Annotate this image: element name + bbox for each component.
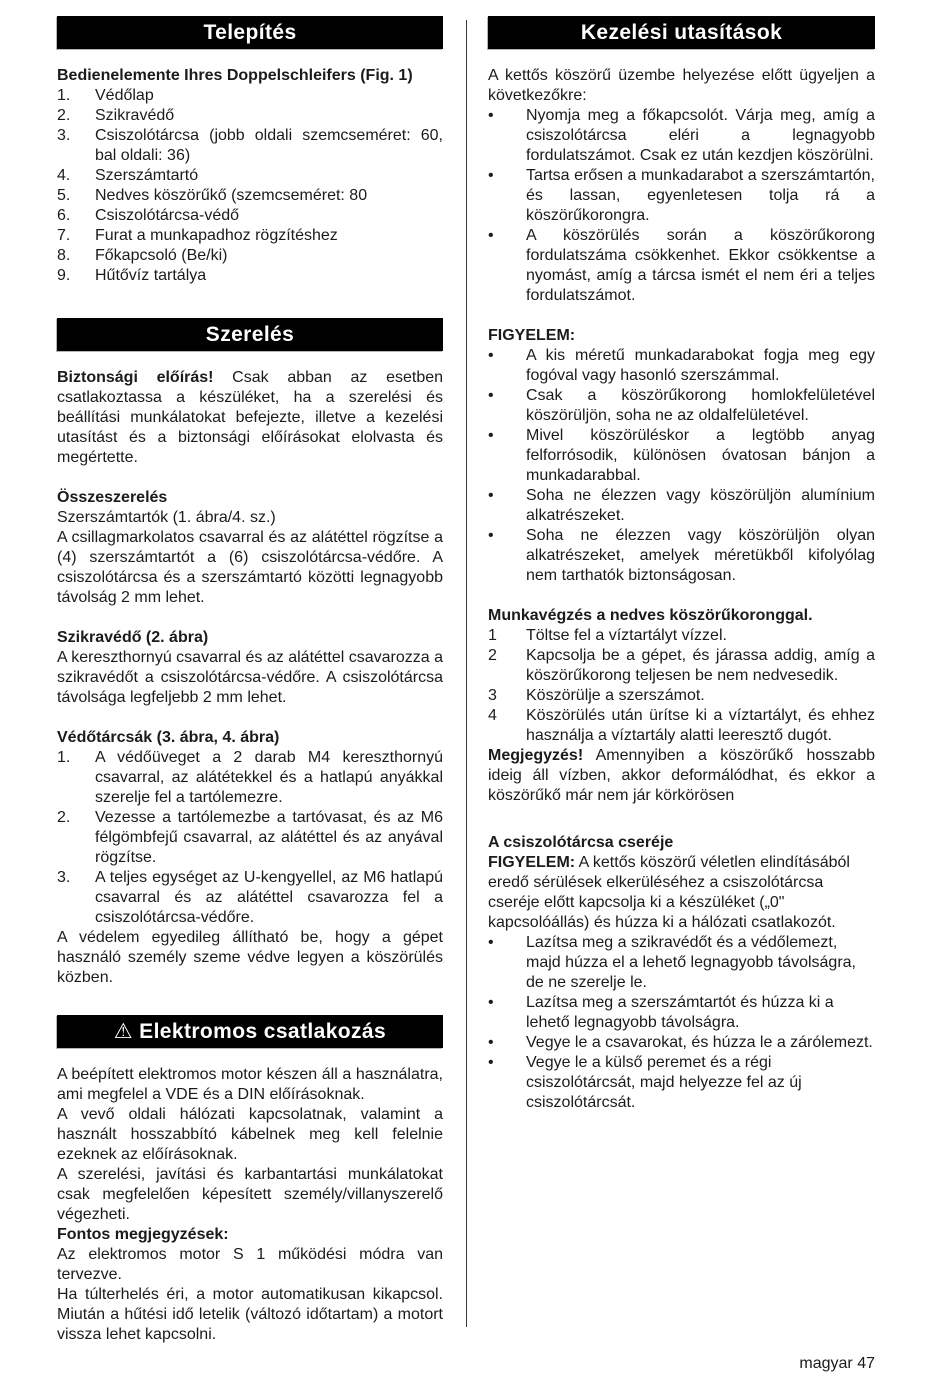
list-item — [57, 86, 443, 106]
list-text: Furat a munkapadhoz rögzítéshez — [95, 227, 338, 244]
bullet-text: Mivel köszörüléskor a legtöbb anyag felforrósodik, különösen óvatosan bánjon a munkadarabbal. — [526, 427, 875, 484]
bullet-icon: • — [488, 167, 494, 184]
list-item — [57, 106, 443, 126]
bullet-icon: • — [488, 527, 494, 544]
list-number: 6. — [57, 207, 71, 224]
list-item — [57, 186, 443, 206]
list-number: 1. — [57, 87, 71, 104]
bullet-text: Nyomja meg a főkapcsolót. Várja meg, amíg a csiszolótárcsa eléri a legnagyobb fordulatszámot. Csak ez után kezdjen köszörülni. — [526, 107, 875, 164]
list-number: 3. — [57, 127, 71, 144]
parts-heading: Bedienelemente Ihres Doppelschleifers (Fig. 1) — [57, 67, 413, 84]
list-number: 8. — [57, 247, 71, 264]
list-item — [57, 246, 443, 266]
disc-change-heading: A csiszolótárcsa cseréje — [488, 834, 674, 851]
bullet-item — [488, 346, 875, 386]
wet-steps-list — [488, 626, 875, 746]
bullet-item — [488, 526, 875, 586]
electrical-note: Ha túlterhelés éri, a motor automatikusan kikapcsol. Miután a hűtési idő letelik (változó időtartam) a motort vissza lehet kapcsolni. — [57, 1286, 443, 1343]
list-item — [57, 266, 443, 286]
important-notes-heading: Fontos megjegyzések: — [57, 1226, 229, 1243]
list-number: 1. — [57, 749, 71, 766]
bullet-item — [488, 106, 875, 166]
list-text: A teljes egységet az U-kengyellel, az M6 hatlapú csavarral és az alátéttel csavarozza fel a csiszolótárcsa-védőre. — [95, 869, 443, 926]
attention-bullet-list — [488, 346, 875, 586]
assembly-sub-title: Szerszámtartók (1. ábra/4. sz.) — [57, 509, 276, 526]
list-text: Vezesse a tartólemezbe a tartóvasat, és az M6 félgömbfejű csavarral, az alátéttel és az anyával rögzítse. — [95, 809, 443, 866]
bullet-text: A kis méretű munkadarabokat fogja meg egy fogóval vagy hasonló szerszámmal. — [526, 347, 875, 384]
right-column — [488, 0, 875, 1113]
list-item — [488, 706, 875, 746]
list-text: Szikravédő — [95, 107, 175, 124]
list-number: 4. — [57, 167, 71, 184]
bullet-icon: • — [488, 487, 494, 504]
list-text: Csiszolótárcsa-védő — [95, 207, 240, 224]
bullet-text: Vegye le a csavarokat, és húzza le a zárólemezt. — [526, 1034, 873, 1051]
list-item — [57, 166, 443, 186]
bullet-text: Soha ne élezzen vagy köszörüljön olyan alkatrészeket, amelyek méretükből kifolyólag nem tarthatók biztonságosan. — [526, 527, 875, 584]
list-item — [488, 646, 875, 686]
bullet-text: Vegye le a külső peremet és a régi csiszolótárcsát, majd helyezze fel az új csiszolótárcsát. — [526, 1054, 802, 1111]
spark-guard-text: A kereszthornyú csavarral és az alátéttel csavarozza a szikravédőt a csiszolótárcsa-védőre. A csiszolótárcsa távolsága legfeljebb 2 mm lehet. — [57, 649, 443, 706]
page-number: magyar 47 — [799, 1355, 875, 1372]
bullet-icon: • — [488, 1034, 494, 1051]
bullet-item — [488, 993, 875, 1033]
disc-change-bullet-list — [488, 933, 875, 1113]
list-number: 5. — [57, 187, 71, 204]
electrical-paragraph: A vevő oldali hálózati kapcsolatnak, valamint a használt hosszabbító kábelnek meg kell felelnie ezeknek az előírásoknak. — [57, 1106, 443, 1163]
list-number: 4 — [488, 707, 497, 724]
bullet-item — [488, 933, 875, 993]
left-column — [57, 0, 443, 1345]
disc-change-text: A kettős köszörű véletlen elindításából eredő sérülések elkerüléséhez a csiszolótárcsa cseréje előtt kapcsolja ki a készüléket („0" kapcsolóállás) és húzza ki a hálózati csatlakozót. — [488, 854, 850, 931]
bullet-text: Tartsa erősen a munkadarabot a szerszámtartón, és lassan, egyenletesen tolja rá a köszörűkorongra. — [526, 167, 875, 224]
electrical-paragraph: A beépített elektromos motor készen áll a használatra, ami megfelel a VDE és a DIN előírásoknak. — [57, 1066, 443, 1103]
list-item — [57, 126, 443, 166]
guard-note: A védelem egyedileg állítható be, hogy a gépet használó személy szeme védve legyen a köszörülés közben. — [57, 929, 443, 986]
list-number: 7. — [57, 227, 71, 244]
section-header-installation — [57, 16, 443, 49]
list-number: 2. — [57, 107, 71, 124]
bullet-item — [488, 386, 875, 426]
list-item — [57, 226, 443, 246]
bullet-item — [488, 426, 875, 486]
disc-change-section — [488, 833, 875, 1113]
column-divider — [466, 20, 467, 1327]
bullet-text: Soha ne élezzen vagy köszörüljön alumínium alkatrészeket. — [526, 487, 875, 524]
list-text: Védőlap — [95, 87, 154, 104]
list-item — [57, 868, 443, 928]
bullet-item — [488, 226, 875, 306]
safety-lead: Biztonsági előírás! — [57, 369, 214, 386]
list-number: 3 — [488, 687, 497, 704]
bullet-icon: • — [488, 387, 494, 404]
section-header-electrical — [57, 1015, 443, 1048]
list-text: Csiszolótárcsa (jobb oldali szemcseméret: 60, bal oldali: 36) — [95, 127, 443, 164]
bullet-icon: • — [488, 107, 494, 124]
spark-guard-heading: Szikravédő (2. ábra) — [57, 629, 209, 646]
attention-heading: FIGYELEM: — [488, 327, 576, 344]
electrical-paragraph: A szerelési, javítási és karbantartási munkálatokat csak megfelelően képesített személy/villanyszerelő végezheti. — [57, 1166, 443, 1223]
assembly-subheading: Összeszerelés — [57, 489, 168, 506]
guard-discs-heading: Védőtárcsák (3. ábra, 4. ábra) — [57, 729, 280, 746]
list-text: Töltse fel a víztartályt vízzel. — [526, 627, 727, 644]
list-text: Köszörülje a szerszámot. — [526, 687, 705, 704]
list-text: A védőüveget a 2 darab M4 kereszthornyú csavarral, az alátétekkel és a hatlapú anyákkal szerelje fel a tartólemezre. — [95, 749, 443, 806]
operating-bullet-list — [488, 106, 875, 306]
bullet-icon: • — [488, 427, 494, 444]
wet-note-lead: Megjegyzés! — [488, 747, 584, 764]
bullet-icon: • — [488, 994, 494, 1011]
list-text: Köszörülés után ürítse ki a víztartályt, és ehhez használja a víztartály alatti leeresztő dugót. — [526, 707, 875, 744]
list-item — [57, 808, 443, 868]
section-header-operating — [488, 16, 875, 49]
list-item — [488, 626, 875, 646]
list-text: Kapcsolja be a gépet, és járassa addig, amíg a köszörűkorong teljesen be nem nedvesedik. — [526, 647, 875, 684]
bullet-text: Lazítsa meg a szikravédőt és a védőlemezt, majd húzza el a lehető legnagyobb távolságra, de ne szerelje le. — [526, 934, 856, 991]
wet-grinding-heading: Munkavégzés a nedves köszörűkoronggal. — [488, 607, 813, 624]
list-text: Nedves köszörűkő (szemcseméret: 80 — [95, 187, 368, 204]
bullet-text: A köszörülés során a köszörűkorong fordulatszáma csökkenhet. Ekkor csökkentse a nyomást, amíg a tárcsa ismét el nem éri a teljes fordulatszámot. — [526, 227, 875, 304]
parts-list — [57, 86, 443, 286]
list-text: Hűtővíz tartálya — [95, 267, 207, 284]
bullet-icon: • — [488, 934, 494, 951]
assembly-text: A csillagmarkolatos csavarral és az alátéttel rögzítse a (4) szerszámtartót a (6) csiszolótárcsa-védőre. A csiszolótárcsa és a szerszámtartó közötti legnagyobb távolság 2 mm lehet. — [57, 529, 443, 606]
bullet-icon: • — [488, 1054, 494, 1071]
list-number: 1 — [488, 627, 497, 644]
disc-change-lead: FIGYELEM: — [488, 854, 576, 871]
warning-icon: ⚠ — [113, 1020, 134, 1043]
list-item — [57, 206, 443, 226]
list-number: 2. — [57, 809, 71, 826]
list-text: Főkapcsoló (Be/ki) — [95, 247, 228, 264]
bullet-item — [488, 1033, 875, 1053]
bullet-icon: • — [488, 227, 494, 244]
safety-text: Csak abban az esetben csatlakoztassa a készüléket, ha a szerelési és beállítási munkálatokat befejezte, illetve a kezelési utasítást és a biztonsági előírásokat elolvasta és megértette. — [57, 369, 444, 466]
section-header-electrical-label: Elektromos csatlakozás — [139, 1020, 387, 1043]
list-number: 3. — [57, 869, 71, 886]
bullet-icon: • — [488, 347, 494, 364]
list-item — [488, 686, 875, 706]
section-header-assembly — [57, 318, 443, 351]
list-number: 9. — [57, 267, 71, 284]
section-header-operating-label: Kezelési utasítások — [580, 21, 783, 44]
section-header-assembly-label: Szerelés — [205, 323, 295, 346]
bullet-text: Lazítsa meg a szerszámtartót és húzza ki a lehető legnagyobb távolságra. — [526, 994, 834, 1031]
wet-note-text: Amennyiben a köszörűkő hosszabb ideig áll vízben, akkor deformálódhat, és ekkor a köszörűkő már nem jár körkörösen — [488, 747, 875, 804]
bullet-text: Csak a köszörűkorong homlokfelületével köszörüljön, soha ne az oldalfelületével. — [526, 387, 875, 424]
wet-note-paragraph — [488, 746, 875, 806]
operating-intro: A kettős köszörű üzembe helyezése előtt ügyeljen a következőkre: — [488, 67, 875, 104]
section-header-installation-label: Telepítés — [203, 21, 297, 44]
bullet-item — [488, 166, 875, 226]
disc-change-paragraph — [488, 853, 875, 933]
bullet-item — [488, 486, 875, 526]
list-text: Szerszámtartó — [95, 167, 199, 184]
list-number: 2 — [488, 647, 497, 664]
bullet-item — [488, 1053, 875, 1113]
guard-steps-list — [57, 748, 443, 928]
electrical-note: Az elektromos motor S 1 működési módra van tervezve. — [57, 1246, 443, 1283]
safety-paragraph — [57, 368, 443, 468]
list-item — [57, 748, 443, 808]
